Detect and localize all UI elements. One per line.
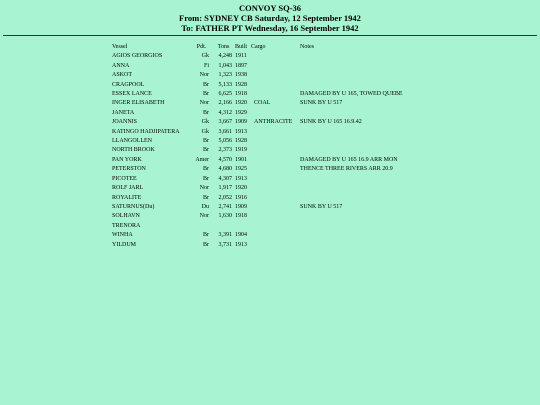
cell-flag: Gk [201,119,209,126]
cell-tons: 4,570 [218,156,232,163]
cell-built: 1909 [235,203,247,210]
cell-built: 1913 [235,175,247,182]
table-row [112,175,403,184]
cell-cargo [251,109,300,118]
cell-vessel: ASKOT [112,72,133,79]
table-row [112,62,403,71]
cell-notes: SUNK BY U 517 [300,203,343,210]
cell-flag: Br [203,194,209,201]
cell-notes [300,222,403,231]
cell-tons: 2,052 [218,194,232,201]
cell-notes [300,212,403,221]
cell-tons: 3,391 [218,232,232,239]
cell-cargo [251,90,300,99]
cell-notes: SUNK BY U 165 16.9.42 [300,119,362,126]
cell-cargo [251,128,300,137]
cell-vessel: KATINGO HADJIPATERA [112,128,180,135]
cell-tons: 4,248 [218,53,232,60]
cell-tons: 1,917 [218,185,232,192]
cell-tons: 2,373 [218,147,232,154]
cell-tons: 3,731 [218,241,232,248]
cell-tons: 3,661 [218,128,232,135]
cell-notes [300,194,403,203]
cell-tons: 5,133 [218,81,232,88]
cell-vessel: YILDUM [112,241,136,248]
cell-built: 1911 [235,53,247,60]
cell-built: 1938 [235,72,247,79]
cell-vessel: INGER ELISABETH [112,100,165,107]
cell-flag: Br [203,175,209,182]
table-row [112,222,403,231]
cell-cargo [251,165,300,174]
cell-tons: 3,667 [218,119,232,126]
cell-vessel: PAN YORK [112,156,142,163]
column-header-notes: Notes [300,44,314,50]
cell-vessel: JANETA [112,109,135,116]
cell-flag: Nor [199,213,209,220]
cell-cargo [251,146,300,155]
cell-notes [300,52,403,61]
cell-tons: 4,680 [218,166,232,173]
cell-flag: Br [203,147,209,154]
cell-flag: Br [203,81,209,88]
cell-built: 1909 [235,119,247,126]
cell-notes [300,137,403,146]
column-header-built: Built [235,44,248,50]
cell-built: 1928 [235,138,247,145]
table-row [112,156,403,165]
cell-cargo: ANTHRACITE [254,119,293,126]
cell-cargo [251,222,300,231]
cell-flag: Br [203,138,209,145]
cell-vessel: WINHA [112,232,133,239]
cell-vessel: ESSEX LANCE [112,91,152,98]
table-row [112,212,403,221]
cell-vessel: AGIOS GEORGIOS [112,53,163,60]
cell-tons: 4,312 [218,109,232,116]
table-row [112,81,403,90]
cell-built: 1916 [235,194,247,201]
cell-notes: DAMAGED BY U 165, TOWED QUEBE [300,91,403,98]
cell-tons: 1,323 [218,72,232,79]
cell-cargo [251,241,300,250]
cell-flag: Fi [203,62,209,69]
cell-built [235,222,251,231]
cell-built: 1929 [235,109,247,116]
cell-notes [300,231,403,240]
cell-notes: DAMAGED BY U 165 16.9 ARR MON [300,156,398,163]
cell-flag: Br [203,232,209,239]
cell-tons: 5,056 [218,138,232,145]
cell-vessel: TRENORA [112,222,141,229]
cell-vessel: SATURNUS(Du) [112,203,155,210]
cell-vessel: JOANNIS [112,119,138,126]
cell-cargo [251,52,300,61]
cell-built: 1919 [235,147,247,154]
page-header [0,0,540,33]
cell-built: 1918 [235,91,247,98]
table-header-row [112,43,403,52]
cell-flag: Br [203,109,209,116]
table-row [112,165,403,174]
cell-cargo [251,212,300,221]
cell-cargo [251,156,300,165]
table-row [112,137,403,146]
cell-notes: SUNK BY U 517 [300,100,343,107]
cell-built: 1918 [235,213,247,220]
table-row [112,184,403,193]
arrival-line: To: FATHER PT Wednesday, 16 September 1942 [181,23,359,33]
cell-tons: 2,741 [218,203,232,210]
cell-vessel: ANNA [112,62,130,69]
cell-vessel: PICOTEE [112,175,137,182]
cell-cargo [251,203,300,212]
cell-built: 1904 [235,232,247,239]
cell-flag: Du [201,203,209,210]
cell-cargo [251,194,300,203]
column-header-flag: Pdt. [196,44,207,50]
page-title: CONVOY SQ-36 [238,3,302,13]
cell-notes [300,175,403,184]
cell-flag [191,222,212,231]
cell-notes [300,109,403,118]
cell-cargo [251,81,300,90]
cell-vessel: CRAGPOOL [112,81,145,88]
table-row [112,99,403,108]
cell-vessel: NORTH BROOK [112,147,155,154]
cell-built: 1920 [235,100,247,107]
table-row [112,194,403,203]
cell-built: 1897 [235,62,247,69]
cell-notes [300,184,403,193]
column-header-vessel: Vessel [112,44,128,50]
cell-flag: Br [203,241,209,248]
cell-cargo [251,137,300,146]
table-row [112,146,403,155]
cell-built: 1925 [235,166,247,173]
cell-cargo [251,71,300,80]
cell-tons: 1,043 [218,62,232,69]
cell-vessel: LLANGOLLEN [112,138,152,145]
cell-cargo: COAL [254,100,271,107]
table-row [112,90,403,99]
cell-built: 1920 [235,185,247,192]
table-row [112,128,403,137]
table-row [112,71,403,80]
cell-flag: Gk [201,128,209,135]
cell-notes [300,81,403,90]
cell-flag: Nor [199,72,209,79]
table-row [112,231,403,240]
cell-built: 1928 [235,81,247,88]
cell-vessel: ROLF JARL [112,185,144,192]
cell-vessel: SOLHAVN [112,213,140,220]
cell-built: 1913 [235,241,247,248]
cell-flag: Nor [199,100,209,107]
cell-cargo [251,175,300,184]
table-row [112,118,403,127]
convoy-table-body [112,52,403,250]
cell-flag: Nor [199,185,209,192]
cell-notes: THENCE THREE RIVERS ARR 20.9 [300,166,393,173]
cell-cargo [251,231,300,240]
table-row [112,109,403,118]
cell-flag: Gk [201,53,209,60]
cell-cargo [251,184,300,193]
cell-flag: Amer [195,156,209,163]
table-row [112,241,403,250]
cell-tons: 2,166 [218,100,232,107]
cell-notes [300,71,403,80]
table-row [112,203,403,212]
cell-tons: 6,625 [218,91,232,98]
cell-vessel: PETERSTON [112,166,146,173]
cell-built: 1913 [235,128,247,135]
cell-notes [300,128,403,137]
cell-flag: Br [203,91,209,98]
cell-vessel: ROYALITE [112,194,142,201]
table-row [112,52,403,61]
cell-notes [300,62,403,71]
cell-cargo [251,62,300,71]
column-header-cargo: Cargo [251,44,266,50]
header-divider [3,35,537,36]
column-header-tons: Tons [217,44,230,50]
cell-flag: Br [203,166,209,173]
cell-notes [300,146,403,155]
cell-tons [212,222,235,231]
cell-built: 1901 [235,156,247,163]
cell-tons: 4,307 [218,175,232,182]
cell-notes [300,241,403,250]
cell-tons: 1,630 [218,213,232,220]
departure-line: From: SYDNEY CB Saturday, 12 September 1942 [179,13,361,23]
convoy-table [112,43,403,250]
